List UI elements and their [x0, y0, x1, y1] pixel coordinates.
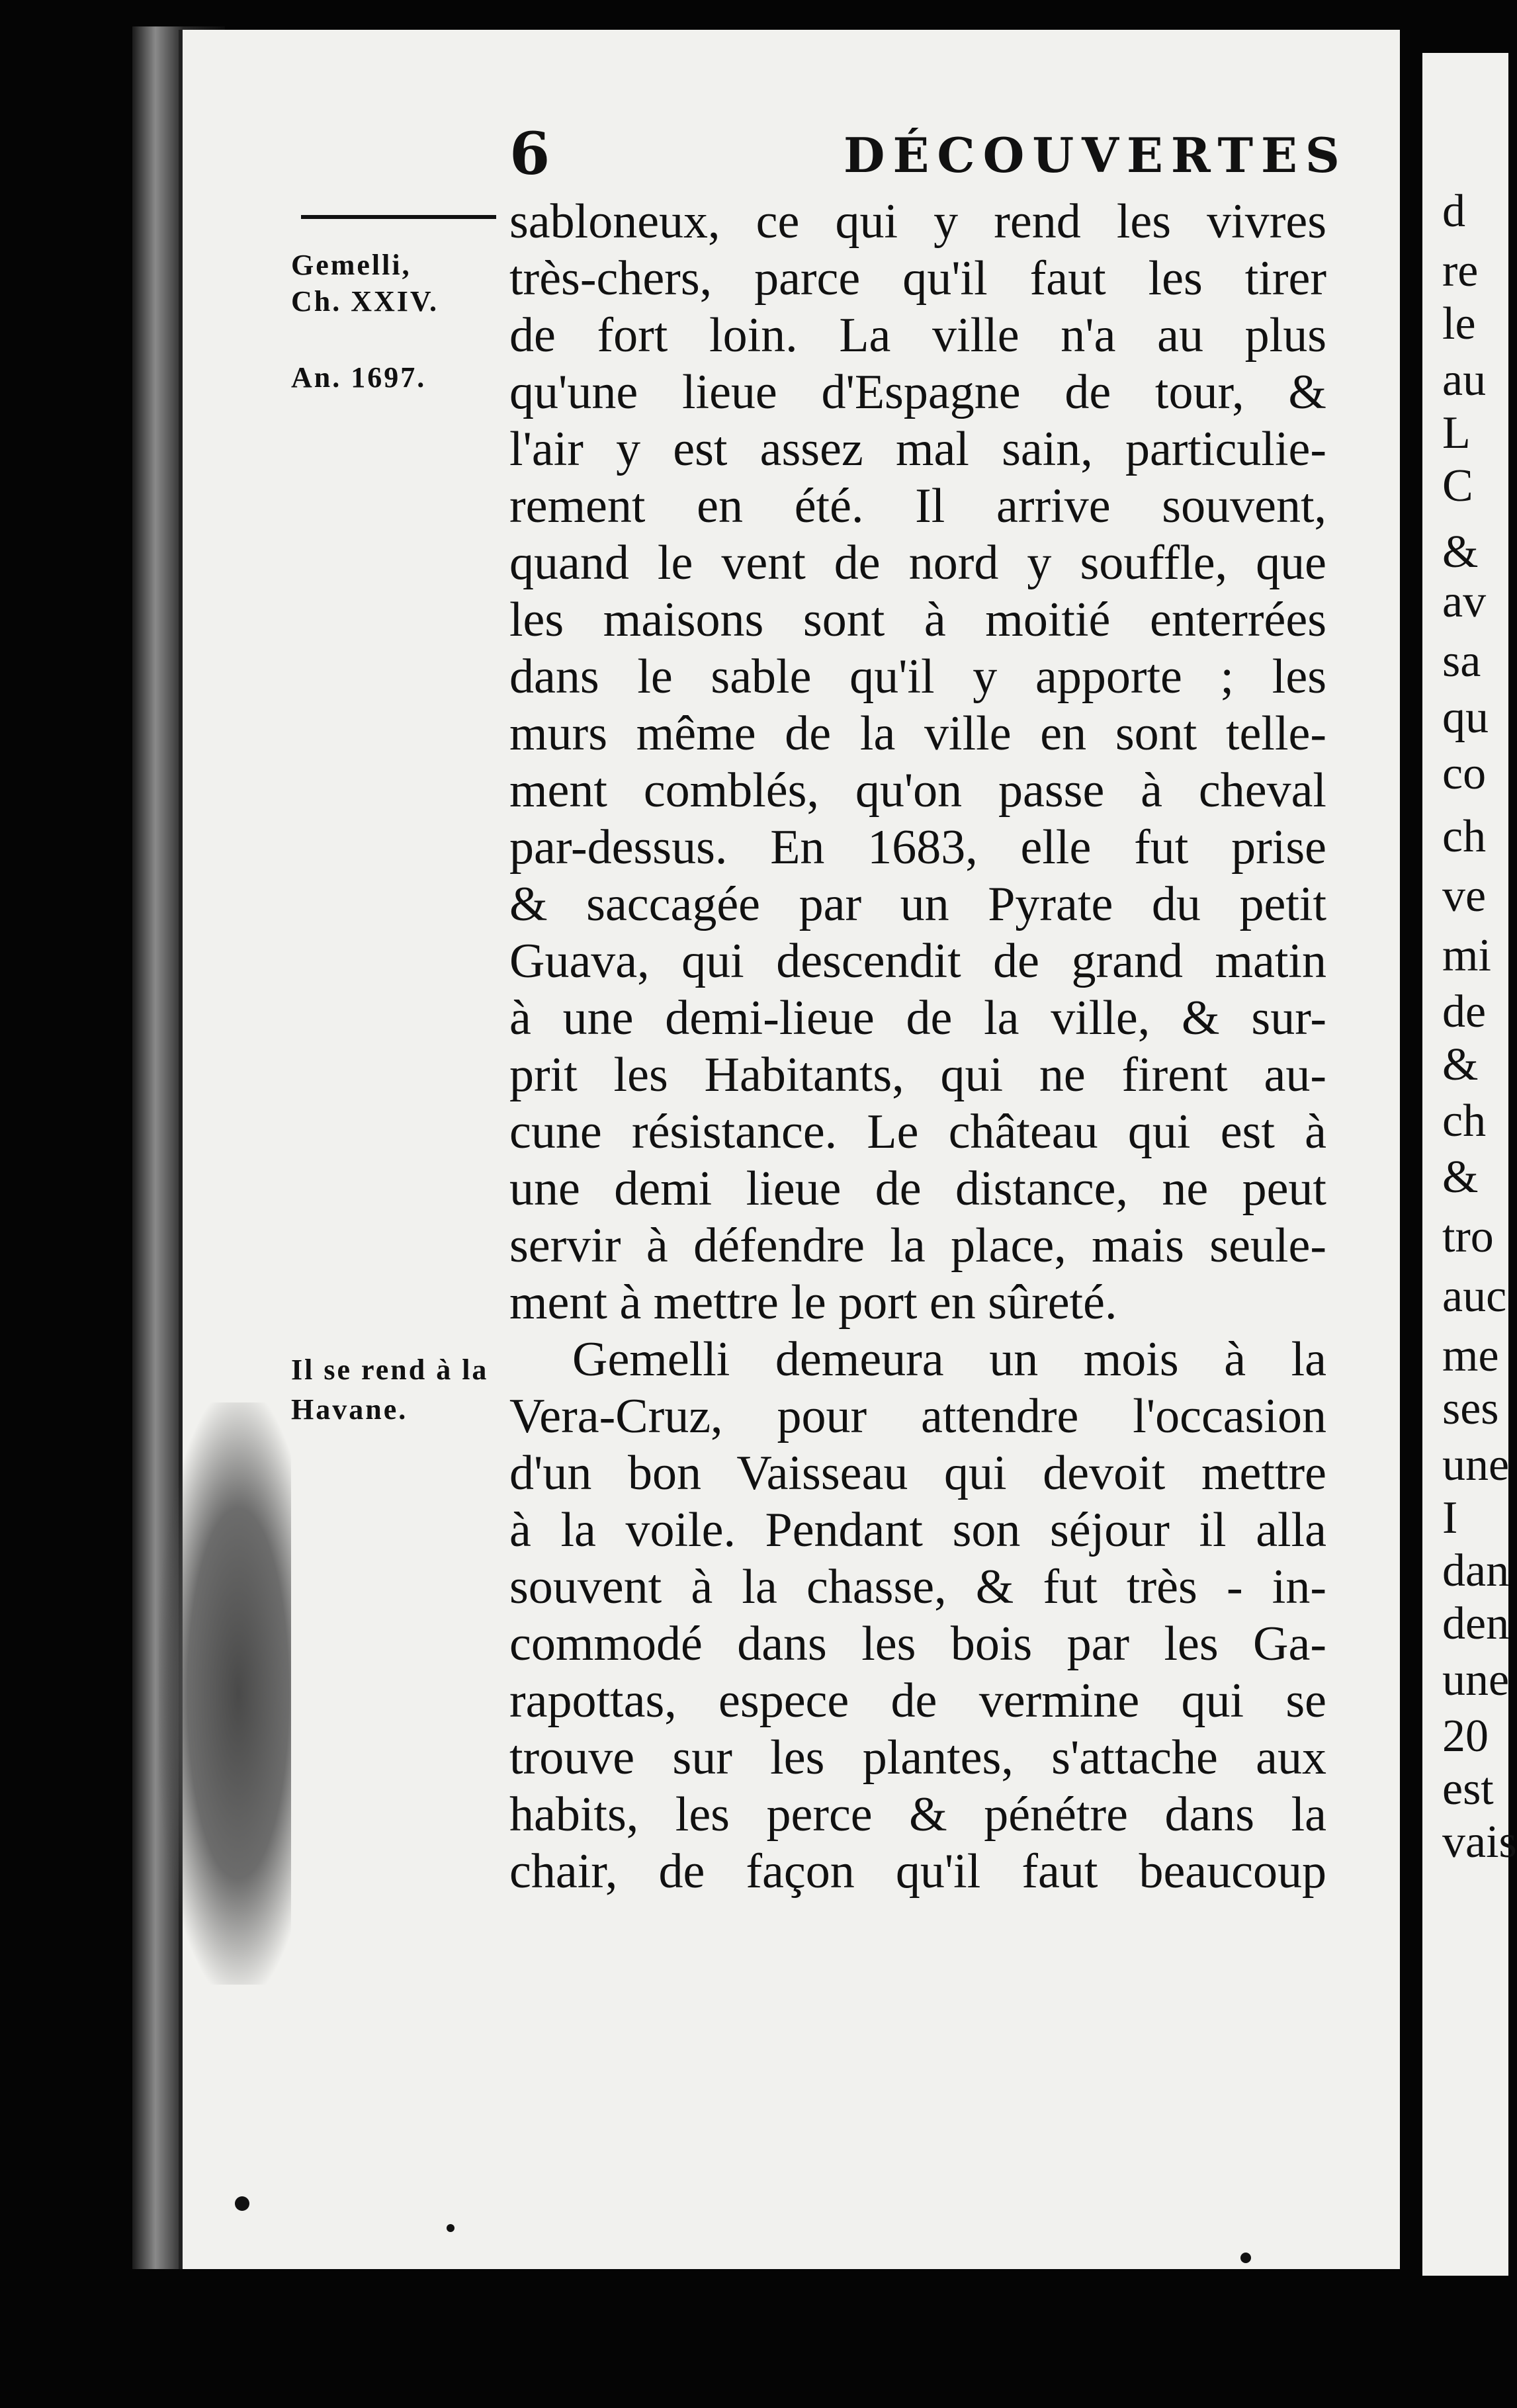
- text-line: très-chers, parce qu'il faut les tirer: [509, 251, 1326, 306]
- text-line: de fort loin. La ville n'a au plus: [509, 308, 1326, 363]
- facing-page-fragment: vais: [1442, 1817, 1517, 1868]
- facing-page-fragment: mi: [1442, 930, 1491, 981]
- text-line: à une demi-lieue de la ville, & sur-: [509, 991, 1326, 1045]
- running-title: DÉCOUVERTES: [844, 127, 1348, 183]
- facing-page-fragment: &: [1442, 527, 1479, 578]
- text-line: à la voile. Pendant son séjour il alla: [509, 1503, 1326, 1557]
- text-line: Gemelli demeura un mois à la: [572, 1332, 1326, 1387]
- facing-page-fragment: ses: [1442, 1383, 1499, 1434]
- marginal-note-topic: Il se rend à la: [291, 1354, 489, 1386]
- facing-page-fragment: L: [1442, 408, 1471, 458]
- marginal-note-topic-cont: Havane.: [291, 1393, 408, 1426]
- text-line: chair, de façon qu'il faut beaucoup: [509, 1844, 1326, 1899]
- text-line: cune résistance. Le château qui est à: [509, 1105, 1326, 1159]
- text-line: trouve sur les plantes, s'attache aux: [509, 1731, 1326, 1785]
- facing-page-fragment: ve: [1442, 871, 1487, 922]
- body-text: [509, 193, 1326, 1900]
- text-line: habits, les perce & pénétre dans la: [509, 1787, 1326, 1842]
- facing-page-fragment: de: [1442, 986, 1487, 1037]
- text-line: l'air y est assez mal sain, particulie-: [509, 422, 1326, 476]
- facing-page-fragment: av: [1442, 576, 1487, 627]
- facing-page-fragment: auc: [1442, 1271, 1507, 1322]
- text-line: quand le vent de nord y souffle, que: [509, 536, 1326, 590]
- text-line: sabloneux, ce qui y rend les vivres: [509, 194, 1326, 249]
- text-line: les maisons sont à moitié enterrées: [509, 593, 1326, 647]
- facing-page-edge: [1422, 53, 1517, 2276]
- facing-page-fragment: C: [1442, 460, 1473, 511]
- ink-speck: [235, 2196, 249, 2211]
- page-header: [324, 119, 1348, 192]
- facing-page-fragment: qu: [1442, 692, 1489, 743]
- text-line: servir à défendre la place, mais seule-: [509, 1219, 1326, 1273]
- facing-page-fragment: une: [1442, 1440, 1510, 1490]
- facing-page-fragment: ch: [1442, 811, 1487, 862]
- marginal-note-chapter: Ch. XXIV.: [291, 285, 439, 318]
- text-line: Vera-Cruz, pour attendre l'occasion: [509, 1389, 1326, 1443]
- text-line: ment à mettre le port en sûreté.: [509, 1275, 1117, 1330]
- marginal-note-year: An. 1697.: [291, 361, 427, 394]
- facing-page-fragment: tro: [1442, 1211, 1494, 1262]
- text-line: dans le sable qu'il y apporte ; les: [509, 650, 1326, 704]
- facing-page-fragment: co: [1442, 748, 1487, 799]
- ink-smudge: [159, 1402, 291, 1985]
- text-line: rapottas, espece de vermine qui se: [509, 1674, 1326, 1728]
- ink-speck: [1240, 2253, 1251, 2263]
- facing-page-fragment: &: [1442, 1039, 1479, 1090]
- text-line: murs même de la ville en sont telle-: [509, 707, 1326, 761]
- facing-page-fragment: est: [1442, 1764, 1494, 1815]
- facing-page-fragment: au: [1442, 355, 1487, 406]
- text-line: prit les Habitants, qui ne firent au-: [509, 1048, 1326, 1102]
- text-line: d'un bon Vaisseau qui devoit mettre: [509, 1446, 1326, 1500]
- text-line: ment comblés, qu'on passe à cheval: [509, 763, 1326, 818]
- text-line: souvent à la chasse, & fut très - in-: [509, 1560, 1326, 1614]
- text-line: une demi lieue de distance, ne peut: [509, 1162, 1326, 1216]
- text-line: qu'une lieue d'Espagne de tour, &: [509, 365, 1326, 419]
- marginal-note-author: Gemelli,: [291, 249, 412, 281]
- text-line: rement en été. Il arrive souvent,: [509, 479, 1326, 533]
- page-number: 6: [509, 119, 550, 188]
- margin-rule: [301, 215, 496, 219]
- facing-page-fragment: I: [1442, 1492, 1458, 1543]
- facing-page-fragment: re: [1442, 245, 1479, 296]
- facing-page-fragment: ch: [1442, 1096, 1487, 1146]
- facing-page-fragment: le: [1442, 298, 1476, 349]
- facing-page-fragment: sa: [1442, 636, 1481, 687]
- facing-page-fragment: &: [1442, 1152, 1479, 1203]
- facing-page-fragment: dan: [1442, 1545, 1510, 1596]
- facing-page-fragment: une: [1442, 1655, 1510, 1705]
- facing-page-fragment: d: [1442, 186, 1465, 237]
- facing-page-fragment: me: [1442, 1330, 1499, 1381]
- text-line: & saccagée par un Pyrate du petit: [509, 877, 1326, 931]
- facing-page-fragment: 20: [1442, 1711, 1489, 1762]
- facing-page-fragment: den: [1442, 1598, 1510, 1649]
- text-line: commodé dans les bois par les Ga-: [509, 1617, 1326, 1671]
- text-line: par-dessus. En 1683, elle fut prise: [509, 820, 1326, 875]
- ink-speck: [447, 2224, 455, 2232]
- text-line: Guava, qui descendit de grand matin: [509, 934, 1326, 988]
